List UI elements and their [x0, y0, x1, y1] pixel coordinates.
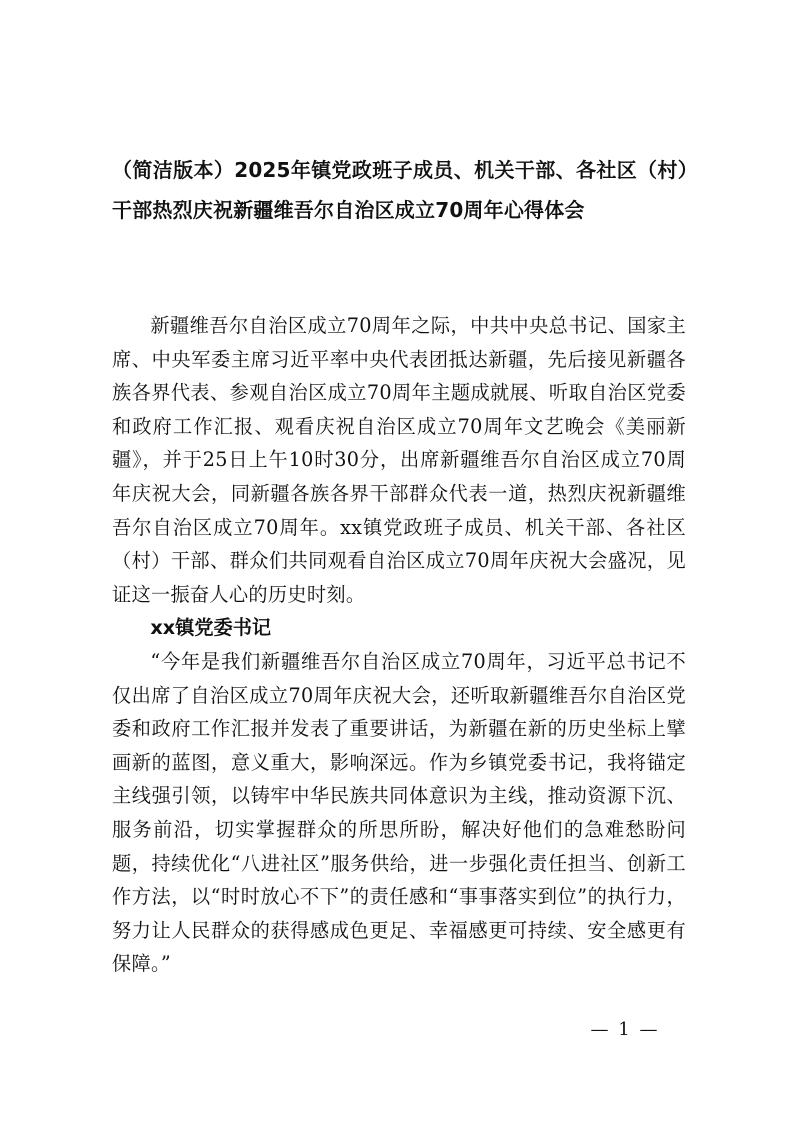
document-title: （简洁版本）2025年镇党政班子成员、机关干部、各社区（村）干部热烈庆祝新疆维吾尔自治区成立70周年心得体会	[112, 158, 688, 222]
intro-paragraph: 新疆维吾尔自治区成立70周年之际，中共中央总书记、国家主席、中央军委主席习近平率中央代表团抵达新疆，先后接见新疆各族各界代表、参观自治区成立70周年主题成就展、听取自治区党委和政府工作汇报、观看庆祝自治区成立70周年文艺晚会《美丽新疆》，并于25日上午10时30分，出席新疆维吾尔自治区成立70周年庆祝大会，同新疆各族各界干部群众代表一道，热烈庆祝新疆维吾尔自治区成立70周年。xx镇党政班子成员、机关干部、各社区（村）干部、群众们共同观看自治区成立70周年庆祝大会盛况，见证这一振奋人心的历史时刻。	[112, 314, 686, 606]
document-body	[112, 309, 686, 981]
page-number: — 1 —	[590, 1019, 660, 1040]
speaker-quote: “今年是我们新疆维吾尔自治区成立70周年，习近平总书记不仅出席了自治区成立70周年庆祝大会，还听取新疆维吾尔自治区党委和政府工作汇报并发表了重要讲话，为新疆在新的历史坐标上擘画新的蓝图，意义重大，影响深远。作为乡镇党委书记，我将锚定主线强引领，以铸牢中华民族共同体意识为主线，推动资源下沉、服务前沿，切实掌握群众的所思所盼，解决好他们的急难愁盼问题，持续优化“八进社区”服务供给，进一步强化责任担当、创新工作方法，以“时时放心不下”的责任感和“事事落实到位”的执行力，努力让人民群众的获得感成色更足、幸福感更可持续、安全感更有保障。”	[112, 649, 686, 976]
speaker-heading: xx镇党委书记	[150, 616, 272, 640]
